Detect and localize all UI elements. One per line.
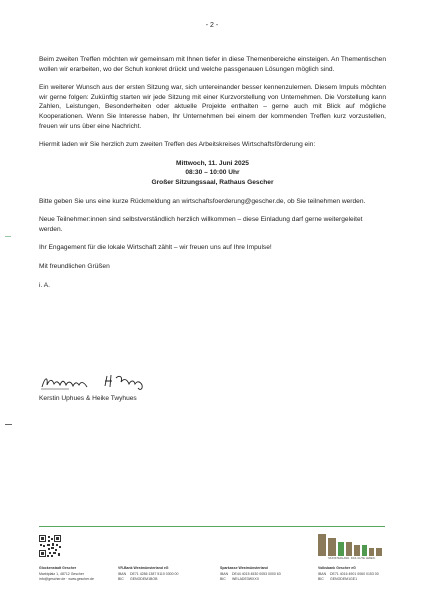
bic-label: BIC xyxy=(118,577,124,582)
bank-name: Sparkasse Westmünsterland xyxy=(220,566,268,570)
on-behalf-note: i. A. xyxy=(39,281,50,289)
signatory-names: Kerstin Uphues & Heike Twyhues xyxy=(39,395,137,402)
event-location: Großer Sitzungssaal, Rathaus Gescher xyxy=(151,178,274,186)
paragraph-newcomers: Neue Teilnehmer:innen sind selbstverständlich herzlich willkommen – diese Einladung darf gerne weitergeleitet werden. xyxy=(39,216,363,233)
logo-caption: MÜNSTERLAND. DAS GUTE LEBEN. xyxy=(328,557,376,560)
paragraph-rsvp: Bitte geben Sie uns eine kurze Rückmeldung an wirtschaftsfoerderung@gescher.de, ob Sie teilnehmen werden. xyxy=(39,197,366,205)
bic-label: BIC xyxy=(318,577,324,582)
paragraph-topics: Beim zweiten Treffen möchten wir gemeinsam mit Ihnen tiefer in diese Themenbereiche einsteigen. An Thementischen wollen wir erarbeiten, wo der Schuh konkret drückt und welche passgenauen Lösungen möglich sind. xyxy=(39,56,386,73)
event-date: Mittwoch, 11. Juni 2025 xyxy=(176,159,249,167)
footer-bank-volksbank xyxy=(318,566,379,583)
punch-mark xyxy=(5,424,12,425)
iban-label: IBAN xyxy=(220,571,229,576)
event-details xyxy=(39,159,386,188)
event-time: 08:30 – 10:00 Uhr xyxy=(185,169,240,177)
iban-label: IBAN xyxy=(318,571,327,576)
page-number: - 2 - xyxy=(205,22,219,29)
bic-value: GENODEM1GE1 xyxy=(330,577,358,582)
paragraph-engagement: Ihr Engagement für die lokale Wirtschaft zählt – wir freuen uns auf Ihre Impulse! xyxy=(39,244,272,252)
bank-name: Volksbank Gescher eG xyxy=(318,566,356,570)
iban-value: DE71 4286 1387 5110 0300 00 xyxy=(130,571,179,576)
footer-contact: info@gescher.de · www.gescher.de xyxy=(39,577,94,582)
iban-value: DE71 4016 4901 0060 0153 00 xyxy=(330,571,379,576)
handwritten-signatures xyxy=(39,372,179,392)
bank-name: VR-Bank Westmünsterland eG xyxy=(118,566,169,570)
paragraph-introductions: Ein weiterer Wunsch aus der ersten Sitzung war, sich untereinander besser kennenzulernen. Diesem Impuls möchten wir gerne folgen: Zukünftig starten wir jede Sitzung mit einer Kurzvorstellung von Unternehmen. Die Vorstellung kann Zahlen, Leistungen, Besonderheiten oder aktuelle Projekte enthalten – gerne auch mit Blick auf mögliche Kooperationen. Wenn Sie Interesse haben, Ihr Unternehmen bei einem der kommenden Treffen kurz vorzustellen, freuen wir uns über eine Nachricht. xyxy=(39,84,386,130)
bic-label: BIC xyxy=(220,577,226,582)
bic-value: GENODEM1BOB xyxy=(130,577,158,582)
footer-bank-vr xyxy=(118,566,178,583)
iban-value: DE44 4015 4530 0053 0000 63 xyxy=(232,571,281,576)
footer-address xyxy=(39,566,94,583)
footer-bank-sparkasse xyxy=(220,566,281,583)
bic-value: WELADE3WXXX xyxy=(232,577,260,582)
footer-divider xyxy=(39,526,385,527)
footer-org-name: Glockenstadt Gescher xyxy=(39,566,77,570)
closing-greeting: Mit freundlichen Grüßen xyxy=(39,262,110,270)
footer-street: Marktplatz 1, 48712 Gescher xyxy=(39,571,84,576)
fold-mark xyxy=(5,236,11,237)
paragraph-invitation: Hiermit laden wir Sie herzlich zum zweiten Treffen des Arbeitskreises Wirtschaftsförderung ein: xyxy=(39,141,316,149)
muensterland-logo xyxy=(318,532,384,558)
iban-label: IBAN xyxy=(118,571,127,576)
qr-code xyxy=(39,535,61,557)
letter-body xyxy=(39,55,386,290)
